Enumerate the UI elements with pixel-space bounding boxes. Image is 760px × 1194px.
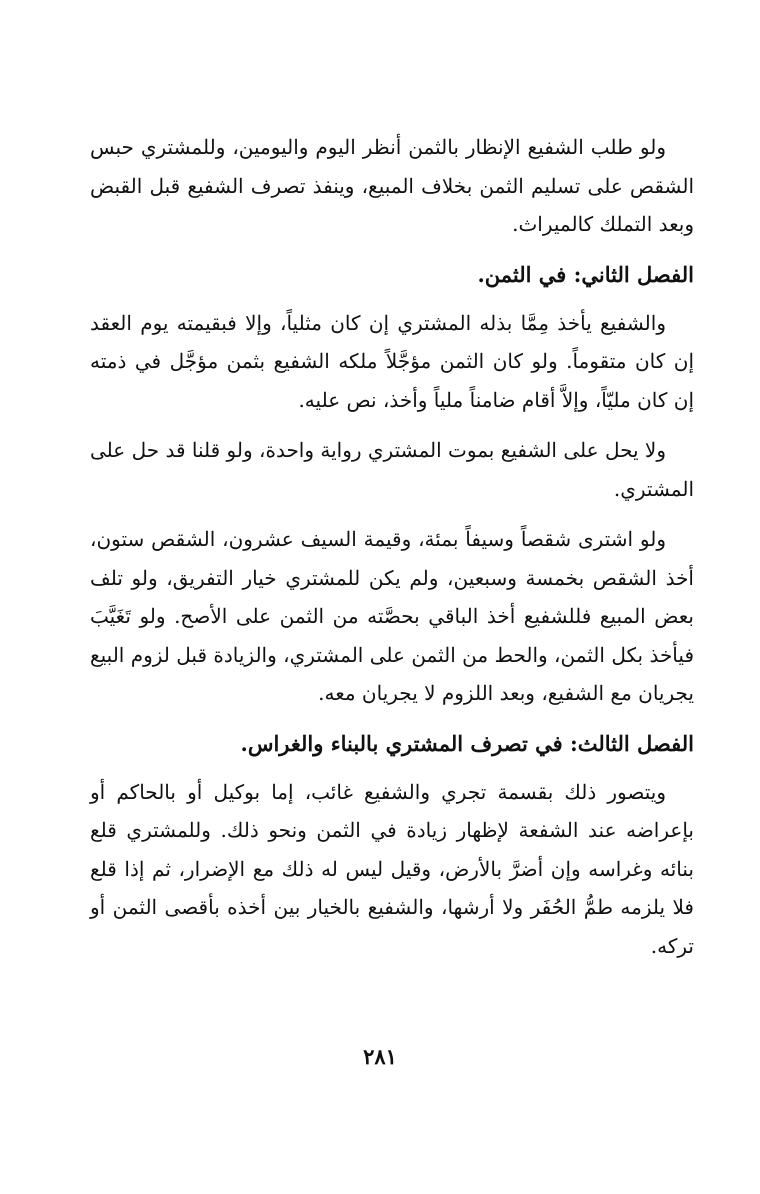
- section-heading-3: الفصل الثالث: في تصرف المشتري بالبناء والغراس.: [240, 730, 694, 756]
- paragraph-5: ويتصور ذلك بقسمة تجري والشفيع غائب، إما بوكيل أو بالحاكم أو بإعراضه عند الشفعة لإظهار زيادة في الثمن ونحو ذلك. وللمشتري قلع بنائه وغراسه وإن أضرَّ بالأرض، وقيل ليس له ذلك مع الإضرار، ثم إذا قلع فلا يلزمه طمُّ الحُفَر ولا أرشها، والشفيع بالخيار بين أخذه بأقصى الثمن أو تركه.: [90, 779, 694, 958]
- paragraph-4: ولو اشترى شقصاً وسيفاً بمئة، وقيمة السيف عشرون، الشقص ستون، أخذ الشقص بخمسة وسبعين، ولم يكن للمشتري خيار التفريق، ولو تلف بعض المبيع فللشفيع أخذ الباقي بحصَّته من الثمن على الأصح. ولو تَغَيَّبَ فيأخذ بكل الثمن، والحط من الثمن على المشتري، والزيادة قبل لزوم البيع يجريان مع الشفيع، وبعد اللزوم لا يجريان معه.: [90, 527, 695, 705]
- paragraph-3: ولا يحل على الشفيع بموت المشتري رواية واحدة، ولو قلنا قد حل على المشتري.: [90, 438, 694, 501]
- section-heading-2: الفصل الثاني: في الثمن.: [477, 261, 694, 287]
- page-number: ٢٨١: [363, 1044, 397, 1069]
- page-body: [90, 128, 694, 977]
- paragraph-2: والشفيع يأخذ مِمَّا بذله المشتري إن كان مثلياً، وإلا فبقيمته يوم العقد إن كان متقوماً. ولو كان الثمن مؤجَّلاً ملكه الشفيع بثمن مؤجَّل في ذمته إن كان مليّاً، وإلاَّ أقام ضامناً ملياً وأخذ، نص عليه.: [90, 310, 694, 412]
- paragraph-1: ولو طلب الشفيع الإنظار بالثمن أنظر اليوم واليومين، وللمشتري حبس الشقص على تسليم الثمن بخلاف المبيع، وينفذ تصرف الشفيع قبل القبض وبعد التملك كالميراث.: [90, 135, 694, 236]
